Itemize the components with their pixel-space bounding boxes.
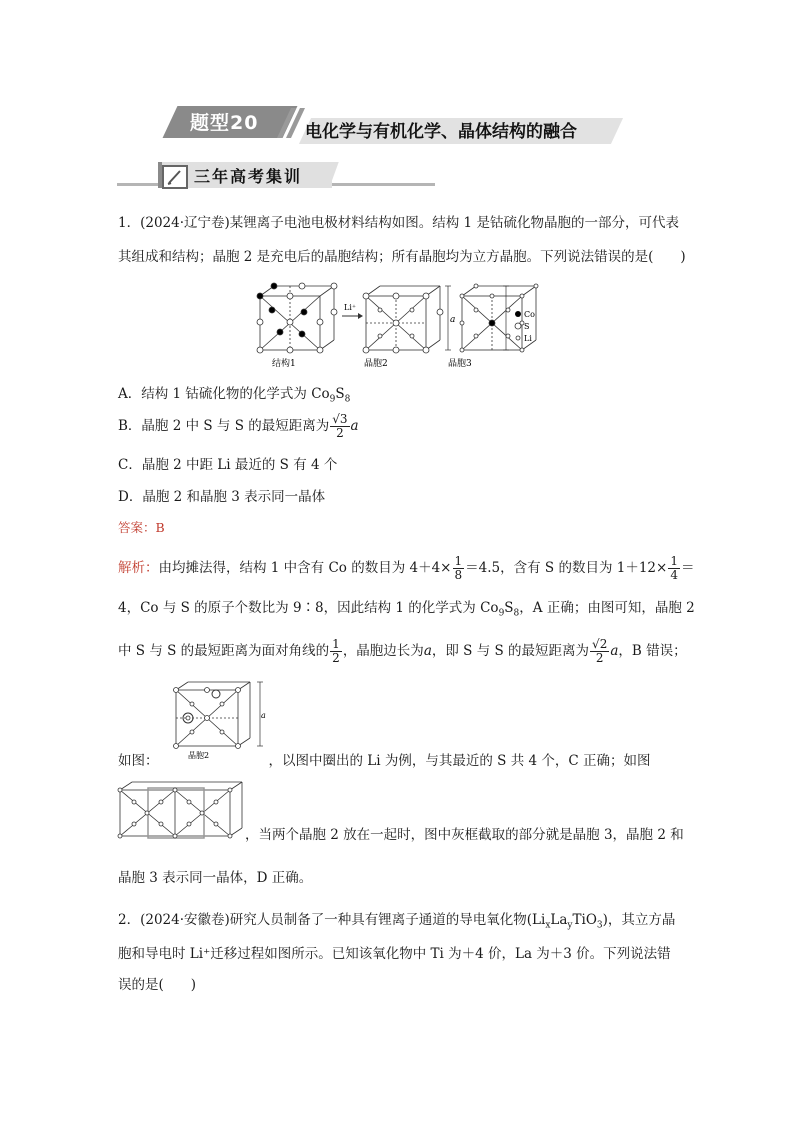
legend-co: Co <box>524 310 535 319</box>
answer-value: B <box>155 520 165 535</box>
cell2-diagram <box>363 286 443 353</box>
answer-line <box>118 517 165 539</box>
q1-option-a: A．结构 1 钴硫化物的化学式为 $Co_9S_8$ <box>118 386 351 405</box>
analysis-cell2-figure <box>168 678 268 760</box>
legend <box>515 310 535 343</box>
analysis-double-cell-figure <box>116 778 246 844</box>
caption-cell2: 晶胞2 <box>364 359 388 369</box>
q1-option-c: C．晶胞 2 中距 Li 最近的 S 有 4 个 <box>118 457 338 473</box>
section-title: 三年高考集训 <box>194 167 303 186</box>
legend-li: Li <box>524 334 532 343</box>
analysis-line3: 中 S 与 S 的最短距离为面对角线的 $\frac{1}{2}$ ，晶胞边长为a，即 S 与 S 的最短距离为 $\frac{√2}{2}$ a，B 错误； <box>118 637 687 665</box>
analysis-line2: 4，Co 与 S 的原子个数比为 9∶8，因此结构 1 的化学式为 $Co_9S_8$，A 正确；由图可知，晶胞 2 <box>118 600 695 619</box>
q1-stem-line2: 其组成和结构；晶胞 2 是充电后的晶胞结构；所有晶胞均为立方晶胞。下列说法错误的是( ) <box>118 249 686 265</box>
answer-label: 答案： <box>118 520 156 535</box>
analysis-line5: ，当两个晶胞 2 放在一起时，图中灰框截取的部分就是晶胞 3，晶胞 2 和 <box>245 827 684 843</box>
analysis-cell2-dim: a <box>261 711 266 720</box>
analysis-line4: 如图： ，以图中圈出的 Li 为例，与其最近的 S 共 4 个，C 正确；如图 <box>118 753 651 769</box>
caption-cell3: 晶胞3 <box>448 359 472 369</box>
analysis-line1: 解析：由均摊法得，结构 1 中含有 Co 的数目为 4＋4× $\frac{1}{8}$ ＝4.5，含有 S 的数目为 1＋12× $\frac{1}{4}$ ＝ <box>118 554 695 582</box>
pencil-note-icon <box>162 165 188 189</box>
dimension-label: a <box>450 315 456 325</box>
caption-structure1: 结构1 <box>272 359 296 369</box>
arrow-label: Li⁺ <box>344 303 357 312</box>
q1-option-b: B．晶胞 2 中 S 与 S 的最短距离为 $\frac{√3}{2}$ a <box>118 412 359 440</box>
q1-option-d: D．晶胞 2 和晶胞 3 表示同一晶体 <box>118 489 326 505</box>
li-insertion-arrow <box>342 303 363 319</box>
analysis-cell2-caption: 晶胞2 <box>188 751 210 760</box>
analysis-label: 解析： <box>118 560 159 576</box>
structure1-diagram <box>257 283 337 353</box>
topic-tag: 题型20 <box>190 112 259 134</box>
q2-stem-line2: 胞和导电时 Li⁺迁移过程如图所示。已知该氧化物中 Ti 为＋4 价，La 为＋3 价。下列说法错 <box>118 946 671 962</box>
q1-crystal-figure <box>252 282 552 372</box>
legend-s: S <box>524 322 530 331</box>
q2-stem-line1: 2．(2024·安徽卷)研究人员制备了一种具有锂离子通道的导电氧化物$(Li_xLa_yTiO_3)$，其立方晶 <box>118 912 676 931</box>
page-title: 电化学与有机化学、晶体结构的融合 <box>305 122 577 142</box>
q1-stem-line1: 1．(2024·辽宁卷)某锂离子电池电极材料结构如图。结构 1 是钴硫化物晶胞的一部分，可代表 <box>118 215 679 231</box>
analysis-line6: 晶胞 3 表示同一晶体，D 正确。 <box>118 870 313 886</box>
q2-stem-line3: 误的是( ) <box>118 977 197 993</box>
